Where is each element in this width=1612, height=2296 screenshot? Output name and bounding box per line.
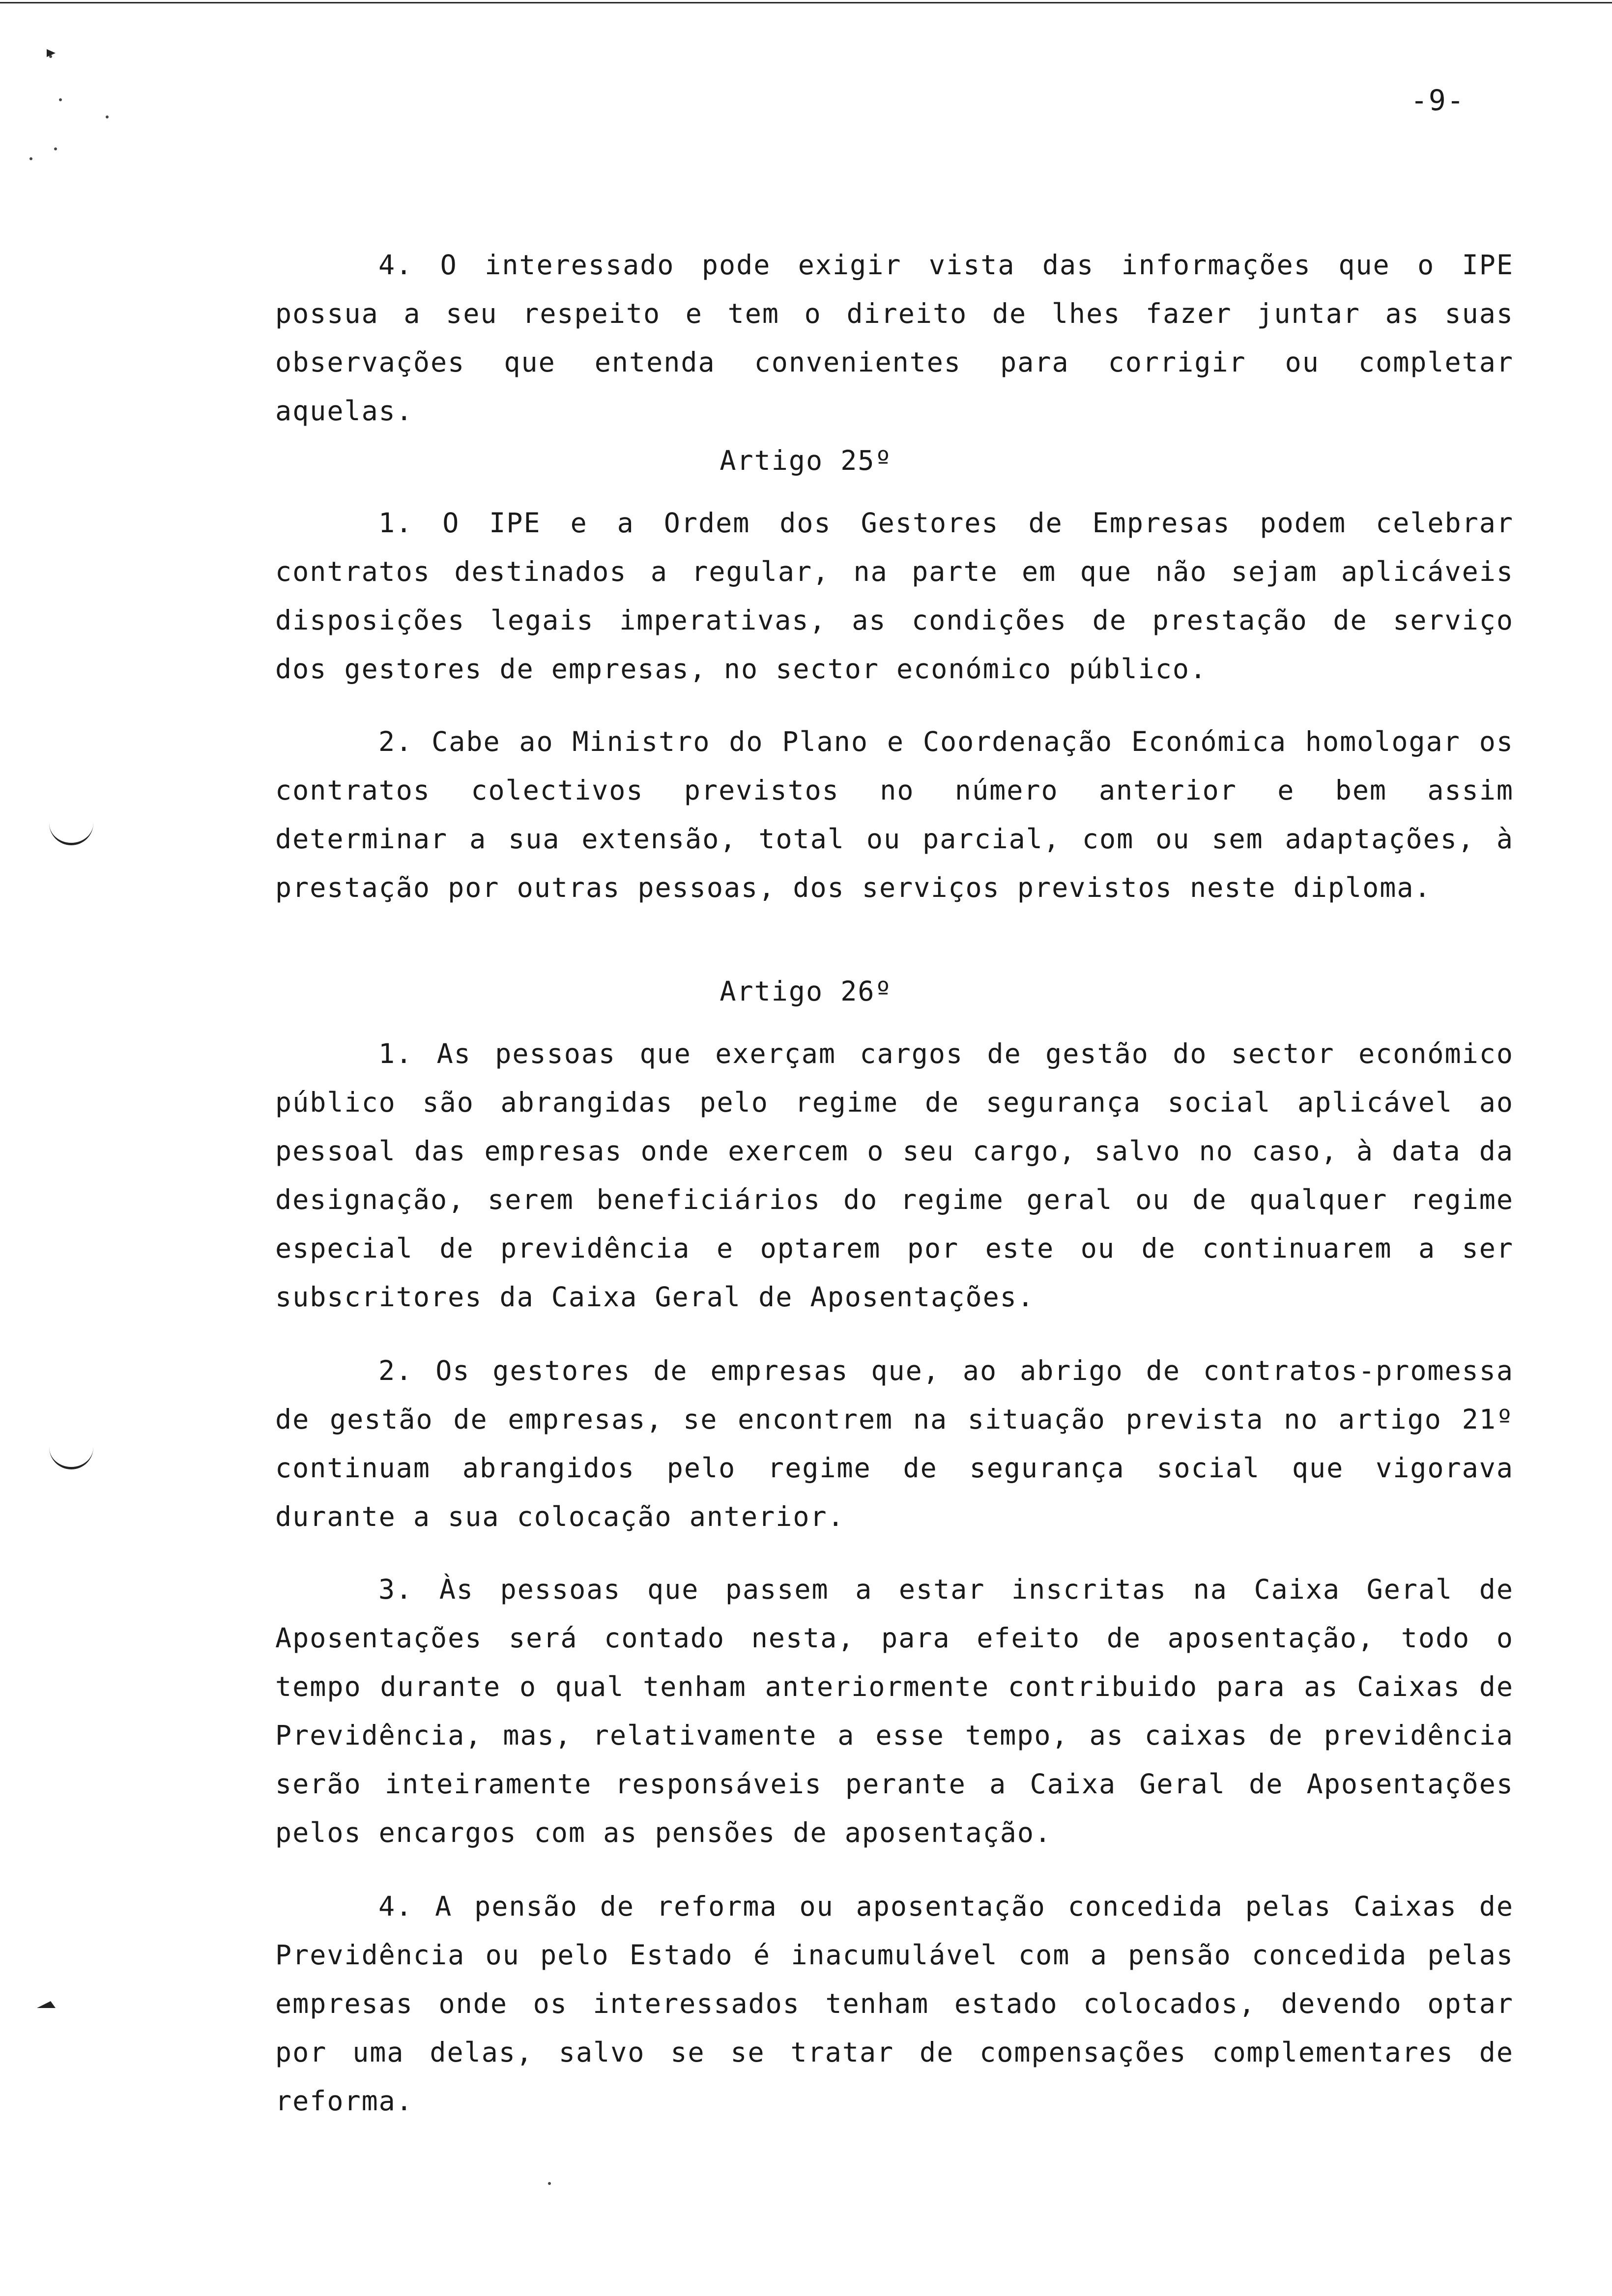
scan-speck xyxy=(106,115,109,118)
page-number: -9- xyxy=(1410,84,1465,117)
article-26-paragraph-2: 2. Os gestores de empresas que, ao abrigo de contratos-promessa de gestão de empresas, se encontrem na situação prevista no artigo 21º continuam abrangidos pelo regime de segurança social que vigorava durante a sua colocação anterior. xyxy=(275,1355,1514,1532)
article-25-paragraph-1: 1. O IPE e a Ordem dos Gestores de Empresas podem celebrar contratos destinados a regular, na parte em que não sejam aplicáveis disposições legais imperativas, as condições de prestação de serviço dos gestores de empresas, no sector económico público. xyxy=(275,507,1514,685)
article-25-heading: Artigo 25º xyxy=(720,445,892,476)
article-26-paragraph-4: 4. A pensão de reforma ou aposentação concedida pelas Caixas de Previdência ou pelo Estado é inacumulável com a pensão concedida pelas empresas onde os interessados tenham estado colocados, devendo optar por uma delas, salvo se se tratar de compensações complementares de reforma. xyxy=(275,1891,1514,2117)
article-26-heading: Artigo 26º xyxy=(720,976,892,1007)
arrow-mark-icon xyxy=(47,49,56,57)
margin-checkmark-icon xyxy=(49,1447,93,1469)
scan-speck xyxy=(54,147,57,150)
scan-speck xyxy=(29,157,32,160)
scan-speck xyxy=(548,2182,551,2185)
article-25-paragraph-2: 2. Cabe ao Ministro do Plano e Coordenação Económica homologar os contratos colectivos previstos no número anterior e bem assim determinar a sua extensão, total ou parcial, com ou sem adaptações, à prestação por outras pessoas, dos serviços previstos neste diploma. xyxy=(275,726,1514,903)
arrow-mark-icon xyxy=(37,2001,56,2008)
paragraph-4-previous-article: 4. O interessado pode exigir vista das informações que o IPE possua a seu respeito e tem o direito de lhes fazer juntar as suas observações que entenda convenientes para corrigir ou completar aquelas. xyxy=(275,249,1514,427)
scan-speck xyxy=(59,98,62,101)
margin-checkmark-icon xyxy=(49,823,93,845)
article-26-paragraph-1: 1. As pessoas que exerçam cargos de gestão do sector económico público são abrangidas pelo regime de segurança social aplicável ao pessoal das empresas onde exercem o seu cargo, salvo no caso, à data da designação, serem beneficiários do regime geral ou de qualquer regime especial de previdência e optarem por este ou de continuarem a ser subscritores da Caixa Geral de Aposentações. xyxy=(275,1038,1514,1313)
top-border-line xyxy=(0,2,1612,3)
article-26-paragraph-3: 3. Às pessoas que passem a estar inscritas na Caixa Geral de Aposentações será contado nesta, para efeito de aposentação, todo o tempo durante o qual tenham anteriormente contribuido para as Caixas de Previdência, mas, relativamente a esse tempo, as caixas de previdência serão inteiramente responsáveis perante a Caixa Geral de Aposentações pelos encargos com as pensões de aposentação. xyxy=(275,1574,1514,1848)
